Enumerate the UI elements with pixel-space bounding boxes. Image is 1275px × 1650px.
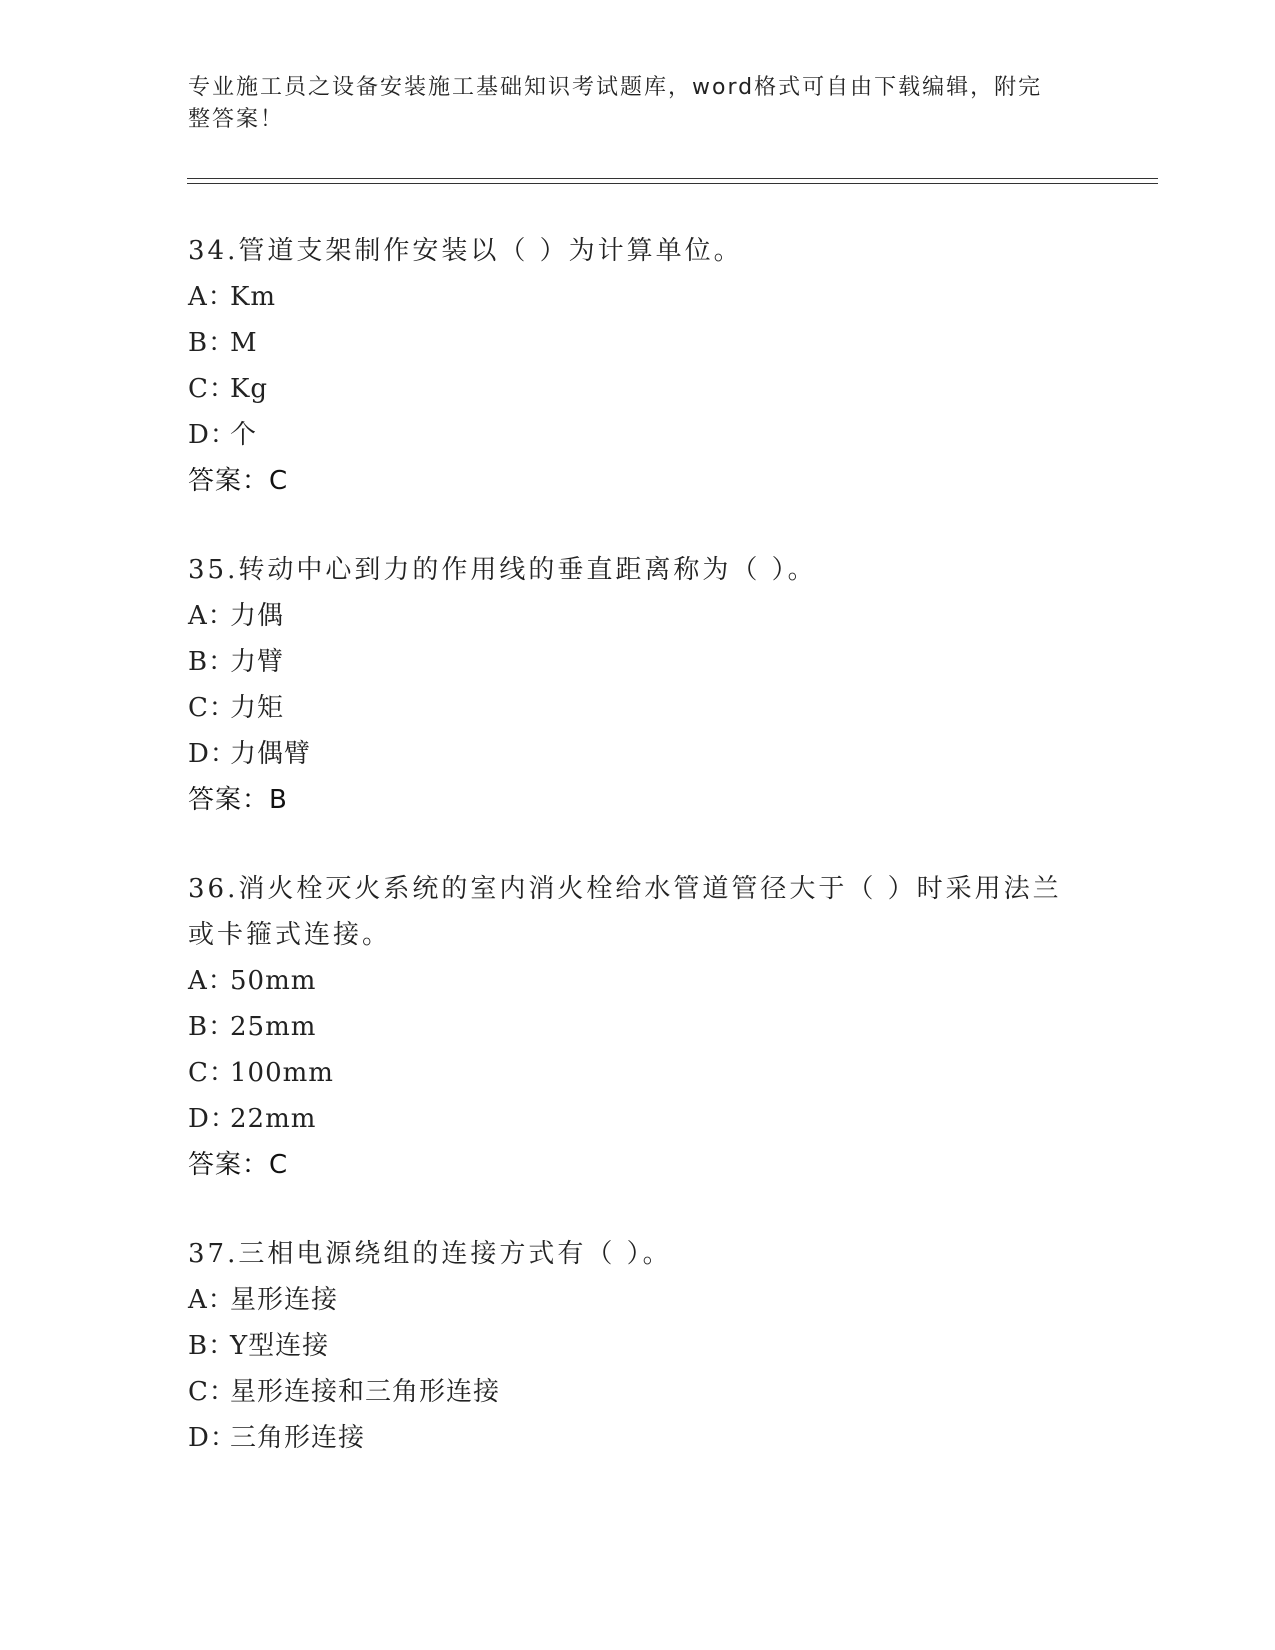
header-divider-bottom <box>187 183 1158 184</box>
option-text: Y型连接 <box>230 1331 330 1361</box>
header-line-1: 专业施工员之设备安装施工基础知识考试题库，word格式可自由下载编辑，附完 <box>188 75 1043 100</box>
option-text: 力臂 <box>230 647 285 677</box>
question-title: 35.转动中心到力的作用线的垂直距离称为（ ）。 <box>188 555 817 585</box>
option-text: 三角形连接 <box>230 1423 366 1453</box>
option-text: 力偶 <box>230 601 285 631</box>
option-letter: A： <box>188 966 235 996</box>
option-text: 22mm <box>230 1104 317 1134</box>
option-a <box>188 274 1088 320</box>
option-letter: A： <box>188 282 235 312</box>
option-text: Km <box>230 282 277 312</box>
option-c <box>188 685 1088 731</box>
option-c <box>188 1050 1088 1096</box>
question-35 <box>188 547 1088 823</box>
option-b <box>188 1323 1088 1369</box>
answer: 答案：C <box>188 466 289 496</box>
option-b <box>188 1004 1088 1050</box>
option-letter: C： <box>188 1058 236 1088</box>
option-d <box>188 731 1088 777</box>
option-letter: B： <box>188 647 236 677</box>
option-letter: D： <box>188 1104 237 1134</box>
option-a <box>188 1277 1088 1323</box>
option-letter: C： <box>188 374 236 404</box>
option-d <box>188 1415 1088 1461</box>
option-letter: D： <box>188 1423 237 1453</box>
option-letter: A： <box>188 601 235 631</box>
option-text: 个 <box>230 420 258 450</box>
option-b <box>188 639 1088 685</box>
option-d <box>188 412 1088 458</box>
option-letter: A： <box>188 1285 235 1315</box>
option-c <box>188 1369 1088 1415</box>
question-34 <box>188 228 1088 504</box>
option-text: 星形连接 <box>230 1285 339 1315</box>
question-title: 37.三相电源绕组的连接方式有（ ）。 <box>188 1239 672 1269</box>
option-text: 25mm <box>230 1012 317 1042</box>
header-divider-top <box>187 178 1158 179</box>
option-letter: D： <box>188 420 237 450</box>
option-text: 50mm <box>230 966 317 996</box>
option-letter: C： <box>188 1377 236 1407</box>
option-letter: D： <box>188 739 237 769</box>
document-header <box>188 72 1078 136</box>
option-letter: B： <box>188 1331 236 1361</box>
header-line-2: 整答案！ <box>188 107 285 132</box>
question-37 <box>188 1231 1088 1461</box>
question-title: 34.管道支架制作安装以（ ）为计算单位。 <box>188 236 743 266</box>
option-text: Kg <box>230 374 269 404</box>
question-title: 36.消火栓灭火系统的室内消火栓给水管道管径大于（ ）时采用法兰 <box>188 874 1062 904</box>
option-text: 星形连接和三角形连接 <box>230 1377 501 1407</box>
answer: 答案：B <box>188 785 288 815</box>
question-36 <box>188 866 1088 1188</box>
option-letter: C： <box>188 693 236 723</box>
option-d <box>188 1096 1088 1142</box>
option-text: 力偶臂 <box>230 739 312 769</box>
option-c <box>188 366 1088 412</box>
option-text: M <box>230 328 258 358</box>
answer: 答案：C <box>188 1150 289 1180</box>
option-a <box>188 593 1088 639</box>
option-letter: B： <box>188 328 236 358</box>
option-b <box>188 320 1088 366</box>
option-text: 100mm <box>230 1058 334 1088</box>
option-text: 力矩 <box>230 693 285 723</box>
option-a <box>188 958 1088 1004</box>
option-letter: B： <box>188 1012 236 1042</box>
question-title-continued: 或卡箍式连接。 <box>188 920 392 950</box>
